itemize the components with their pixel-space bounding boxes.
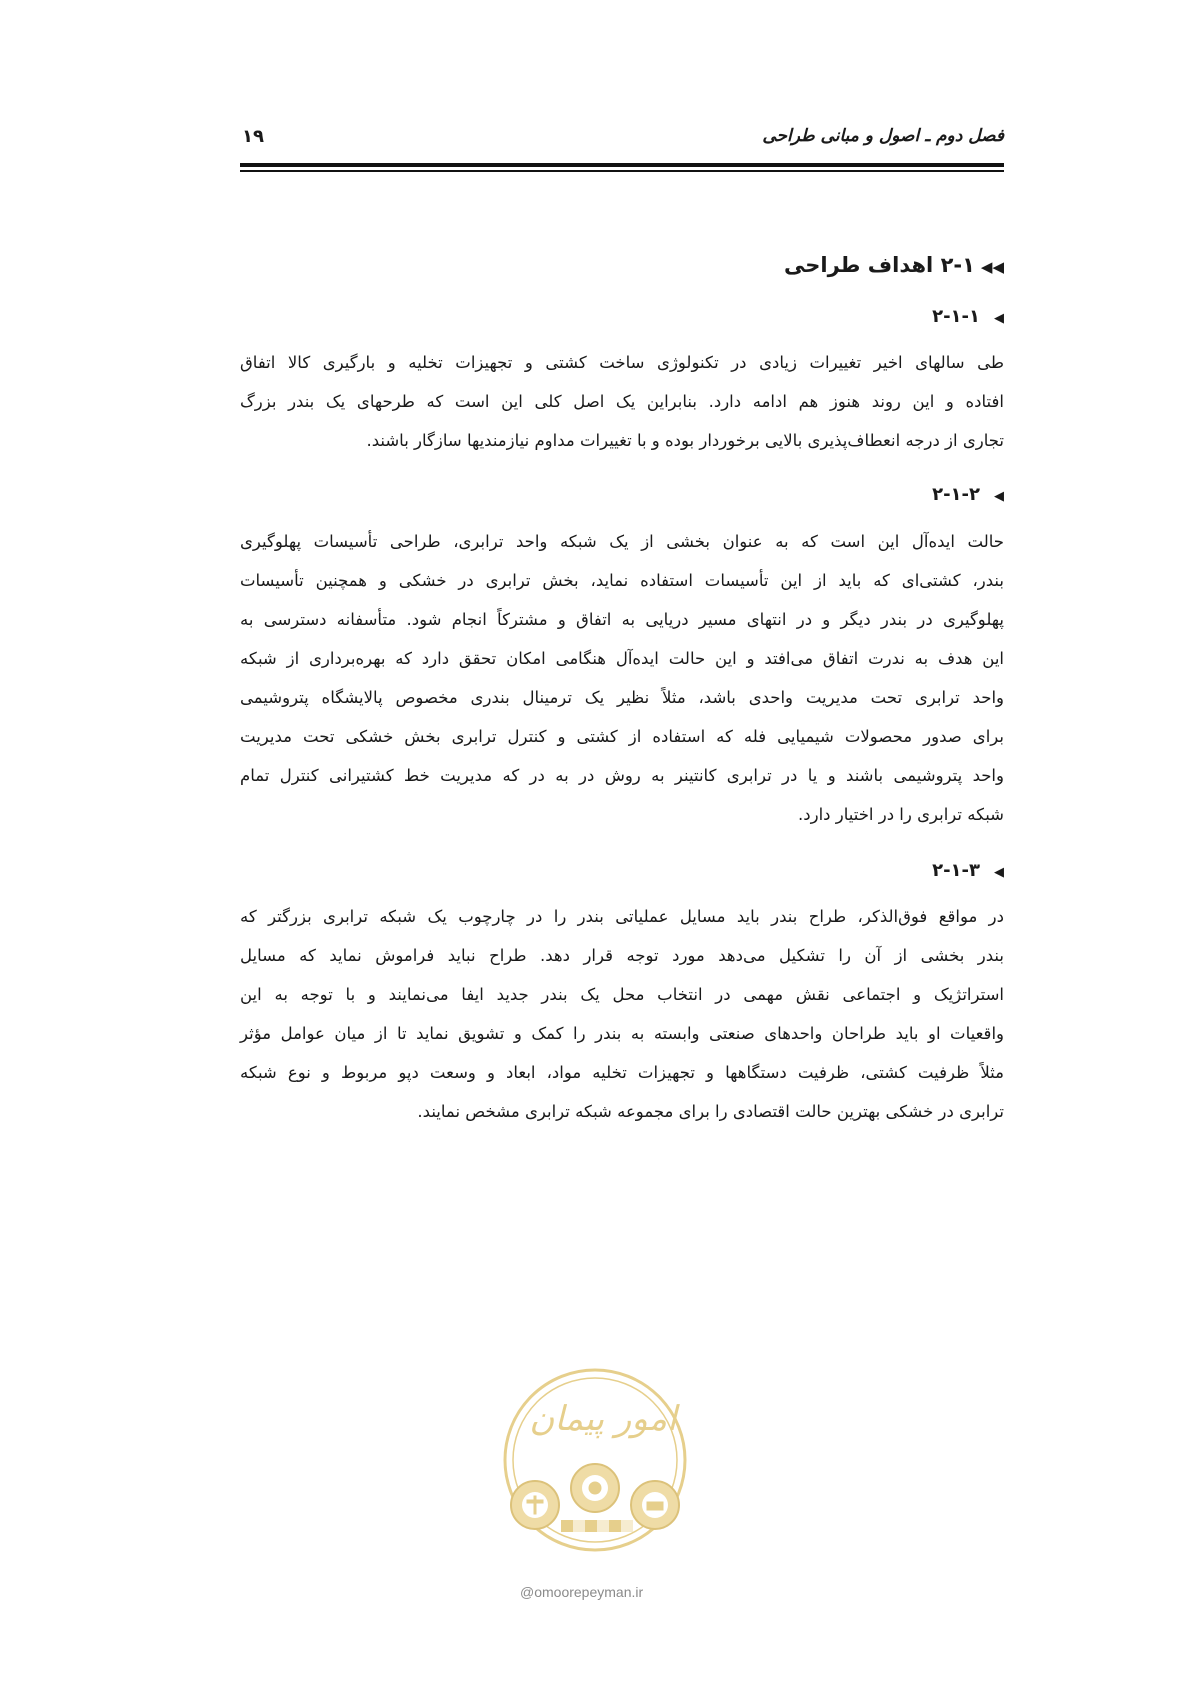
subsection-number: ۲-۱-۱ (932, 306, 980, 327)
paragraph-1 (240, 343, 1004, 460)
paragraph-line: واقعیات او باید طراحان واحدهای صنعتی وابسته به بندر را کمک و تشویق نماید تا از میان عوامل مؤثر (240, 1024, 1004, 1043)
triangle-marker-icon: ◀ (994, 489, 1004, 504)
chapter-title: فصل دوم ـ اصول و مبانی طراحی (762, 126, 1004, 146)
subsection-heading-1 (932, 306, 1004, 327)
watermark-seal-logo (475, 1360, 715, 1560)
subsection-number: ۲-۱-۲ (932, 484, 980, 505)
triangle-marker-icon: ◀ (994, 311, 1004, 326)
header-rule-thin (240, 170, 1004, 172)
paragraph-line: حالت ایده‌آل این است که به عنوان بخشی از یک شبکه واحد ترابری، طراحی تأسیسات پهلوگیری (240, 532, 1004, 551)
running-header (240, 126, 1004, 156)
subsection-heading-2 (932, 484, 1004, 505)
paragraph-line: واحد پتروشیمی باشند و یا در ترابری کانتینر به روش در به در که مدیریت خط کشتیرانی کنترل تمام (240, 766, 1004, 785)
watermark-logo-text: امور پیمان (529, 1399, 677, 1439)
subsection-number: ۲-۱-۳ (932, 860, 980, 881)
section-heading-text: ۲-۱ اهداف طراحی (784, 253, 975, 277)
paragraph-line: مثلاً ظرفیت کشتی، ظرفیت دستگاهها و تجهیزات تخلیه مواد، ابعاد و وسعت دپو مربوط و نوع شبکه (240, 1063, 1004, 1082)
paragraph-line: استراتژیک و اجتماعی نقش مهمی در انتخاب محل یک بندر جدید ایفا می‌نمایند و با توجه به این (240, 985, 1004, 1004)
section-heading (784, 253, 1004, 277)
paragraph-line: بندر، کشتی‌ای که باید از این تأسیسات استفاده نماید، بخش ترابری در خشکی و همچنین تأسیسات (240, 571, 1004, 590)
paragraph-3 (240, 897, 1004, 1131)
paragraph-line: ترابری در خشکی بهترین حالت اقتصادی را برای مجموعه شبکه ترابری مشخص نمایند. (417, 1102, 1004, 1121)
page-number: ۱۹ (242, 126, 264, 147)
header-rule-thick (240, 163, 1004, 167)
paragraph-line: تجاری از درجه انعطاف‌پذیری بالایی برخوردار بوده و با تغییرات مداوم نیازمندیها سازگار باشند. (366, 431, 1004, 450)
triangle-marker-icon: ◀ (994, 865, 1004, 880)
subsection-heading-3 (932, 860, 1004, 881)
paragraph-line: پهلوگیری در بندر دیگر و در انتهای مسیر دریایی به اتفاق و مشترکاً انجام شود. متأسفانه دسترسی به (240, 610, 1004, 629)
paragraph-line: در مواقع فوق‌الذکر، طراح بندر باید مسایل عملیاتی بندر را در چارچوب یک شبکه ترابری بزرگتر که (240, 907, 1004, 926)
paragraph-line: طی سالهای اخیر تغییرات زیادی در تکنولوژی ساخت کشتی و تجهیزات تخلیه و بارگیری کالا اتفاق (240, 353, 1004, 372)
double-arrow-icon: ◀◀ (980, 258, 1004, 276)
watermark-url: @omoorepeyman.ir (520, 1584, 644, 1600)
paragraph-line: این هدف به ندرت اتفاق می‌افتد و این حالت ایده‌آل هنگامی امکان تحقق دارد که بهره‌برداری از شبکه (240, 649, 1004, 668)
paragraph-line: افتاده و این روند هنوز هم ادامه دارد. بنابراین یک اصل کلی این است که طرحهای یک بندر بزرگ (240, 392, 1004, 411)
paragraph-line: واحد ترابری تحت مدیریت واحدی باشد، مثلاً نظیر یک ترمینال بندری مخصوص پالایشگاه پتروشیمی (240, 688, 1004, 707)
paragraph-line: برای صدور محصولات شیمیایی فله که استفاده از کشتی و کنترل ترابری بخش خشکی تحت مدیریت (240, 727, 1004, 746)
paragraph-2 (240, 522, 1004, 834)
paragraph-line: شبکه ترابری را در اختیار دارد. (798, 805, 1004, 824)
paragraph-line: بندر بخشی از آن را تشکیل می‌دهد مورد توجه قرار دهد. طراح نباید فراموش نماید که مسایل (240, 946, 1004, 965)
